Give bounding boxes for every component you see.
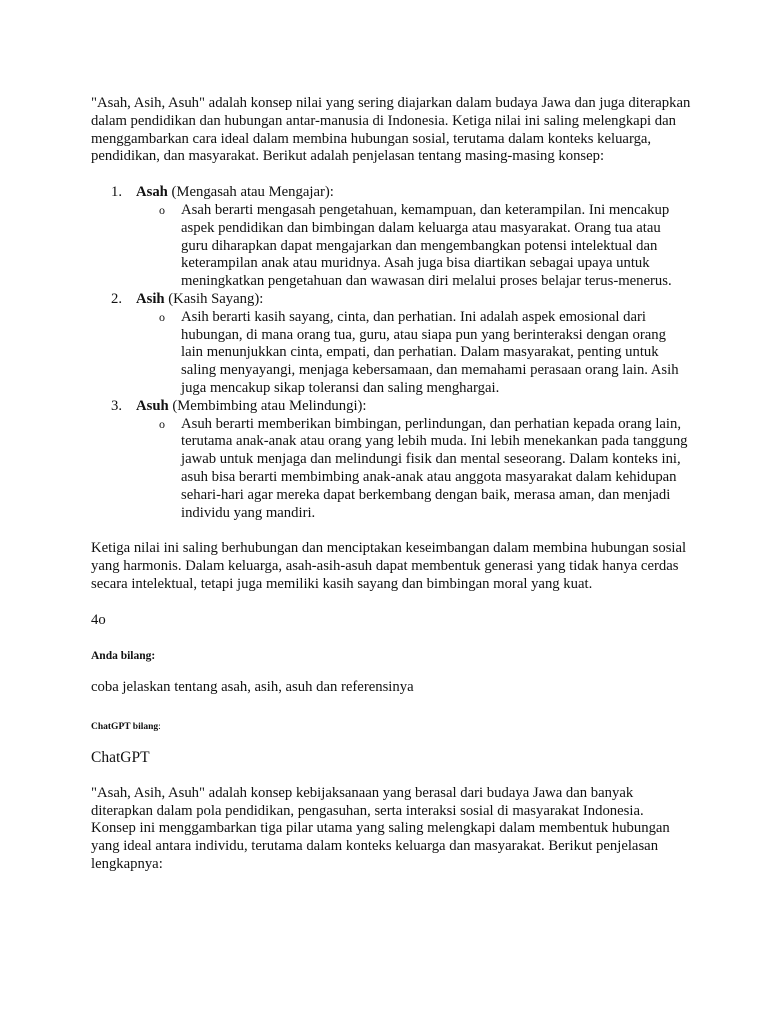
concept-sublist — [136, 202, 691, 291]
item-number: 3. — [111, 397, 123, 414]
conclusion-paragraph: Ketiga nilai ini saling berhubungan dan menciptakan keseimbangan dalam membina hubungan sosial yang harmonis. Dalam keluarga, asah-asih-asuh dapat membentuk generasi yang tidak hanya cerdas secara intelektual, tetapi juga memiliki kasih sayang dan bimbingan moral yang kuat. — [91, 540, 687, 592]
user-speaker-label: Anda bilang: — [91, 649, 156, 662]
bullet-marker: o — [159, 309, 165, 324]
document-page — [91, 95, 691, 874]
assistant-speaker-colon: : — [158, 722, 161, 733]
item-number: 2. — [111, 290, 123, 307]
concept-detail-item — [136, 416, 691, 523]
bullet-marker: o — [159, 416, 165, 431]
concept-list — [91, 184, 691, 522]
concept-detail: Asuh berarti memberikan bimbingan, perlindungan, dan perhatian kepada orang lain, terutama anak-anak atau orang yang lebih muda. Ini lebih menekankan pada tanggung jawab untuk menjaga dan melindungi fisik dan mental seseorang. Dalam konteks ini, asuh bisa berarti membimbing anak-anak atau anggota masyarakat dalam kehidupan sehari-hari agar mereka dapat berkembang dengan baik, merasa aman, dan menjadi individu yang mandiri. — [181, 415, 688, 521]
bullet-marker: o — [159, 202, 165, 217]
concept-item-asah — [91, 184, 691, 291]
concept-item-asih — [91, 291, 691, 398]
concept-meaning: (Mengasah atau Mengajar): — [167, 184, 334, 201]
concept-term: Asah — [136, 184, 168, 201]
concept-term: Asih — [136, 290, 165, 307]
assistant-speaker-text: ChatGPT bilang — [91, 722, 159, 733]
concept-meaning: (Membimbing atau Melindungi): — [168, 397, 367, 414]
user-message: coba jelaskan tentang asah, asih, asuh dan referensinya — [91, 679, 414, 696]
concept-item-asuh — [91, 398, 691, 523]
assistant-name: ChatGPT — [91, 748, 150, 766]
concept-detail-item — [136, 309, 691, 398]
concept-detail: Asah berarti mengasah pengetahuan, kemampuan, dan keterampilan. Ini mencakup aspek pendidikan dan bimbingan dalam keluarga atau masyarakat. Orang tua atau guru diharapkan dapat mengajarkan dan mengembangkan potensi intelektual dan keterampilan anak atau muridnya. Asah juga bisa diartikan sebagai upaya untuk meningkatkan pengetahuan dan wawasan diri melalui proses belajar terus-menerus. — [181, 201, 672, 290]
concept-detail-item — [136, 202, 691, 291]
concept-term: Asuh — [136, 397, 169, 414]
intro-paragraph: "Asah, Asih, Asuh" adalah konsep nilai yang sering diajarkan dalam budaya Jawa dan juga diterapkan dalam pendidikan dan hubungan antar-manusia di Indonesia. Ketiga nilai ini saling melengkapi dan menggambarkan cara ideal dalam membina hubungan sosial, terutama dalam konteks keluarga, pendidikan, dan masyarakat. Berikut adalah penjelasan tentang masing-masing konsep: — [91, 95, 691, 165]
answer-paragraph: "Asah, Asih, Asuh" adalah konsep kebijaksanaan yang berasal dari budaya Jawa dan banyak diterapkan dalam pola pendidikan, pengasuhan, serta interaksi sosial di masyarakat Indonesia. Konsep ini menggambarkan tiga pilar utama yang saling melengkapi dalam membentuk hubungan yang ideal antara individu, terutama dalam konteks keluarga dan masyarakat. Berikut penjelasan lengkapnya: — [91, 784, 670, 872]
concept-heading — [136, 291, 691, 309]
concept-heading — [136, 398, 691, 416]
item-number: 1. — [111, 184, 123, 201]
model-label: 4o — [91, 611, 106, 628]
concept-detail: Asih berarti kasih sayang, cinta, dan perhatian. Ini adalah aspek emosional dari hubungan, di mana orang tua, guru, atau siapa pun yang berinteraksi dengan orang lain menunjukkan cinta, empati, dan perhatian. Dalam masyarakat, penting untuk saling menyayangi, menjaga kebersamaan, dan memahami perasaan orang lain. Asih juga mencakup sikap toleransi dan saling menghargai. — [181, 308, 679, 396]
concept-meaning: (Kasih Sayang): — [164, 290, 264, 307]
concept-heading — [136, 184, 691, 202]
concept-sublist — [136, 309, 691, 398]
concept-sublist — [136, 416, 691, 523]
assistant-speaker-label — [91, 719, 691, 737]
